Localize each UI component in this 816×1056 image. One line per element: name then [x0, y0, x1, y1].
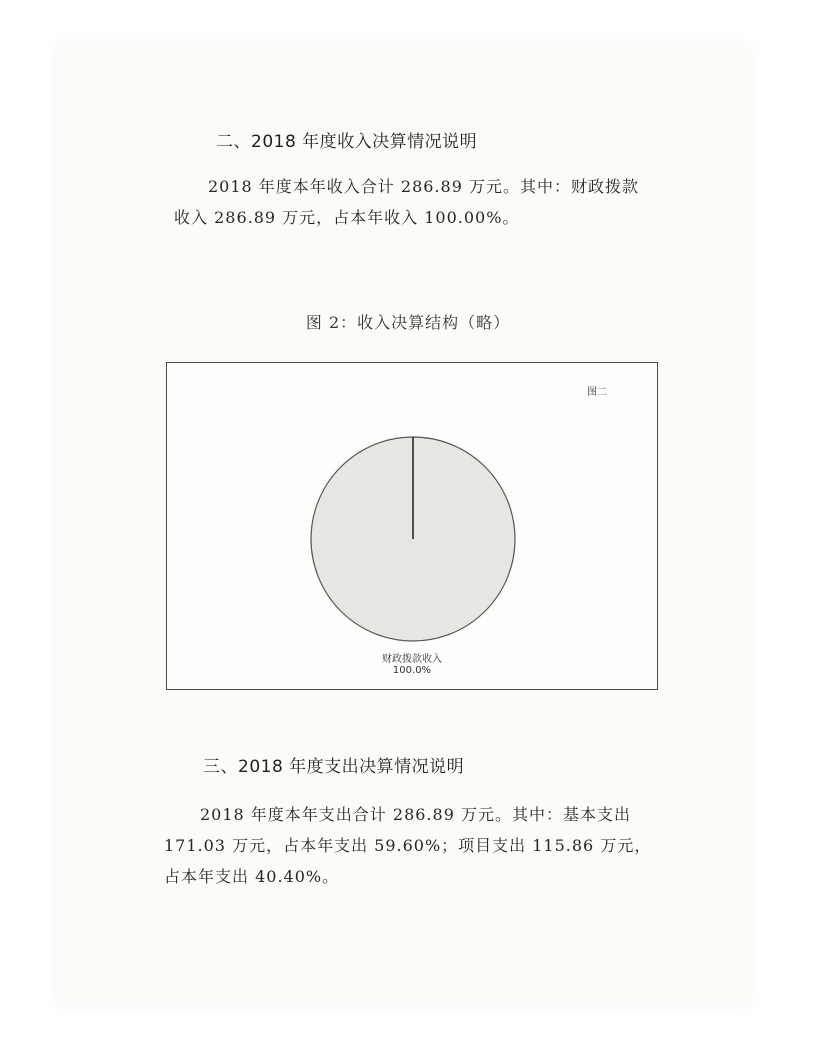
- paragraph-line: 2018 年度本年支出合计 286.89 万元。其中：基本支出: [200, 805, 631, 824]
- section-3-paragraph: [164, 799, 651, 892]
- figure-caption: 图 2：收入决算结构（略）: [305, 313, 511, 332]
- pie-chart-frame: [166, 362, 658, 690]
- chart-title: 图二: [587, 387, 607, 398]
- slice-label-percent: 100.0%: [392, 665, 432, 676]
- pie-chart: [167, 363, 657, 689]
- paragraph-line: 2018 年度本年收入合计 286.89 万元。其中：财政拨款: [208, 177, 639, 196]
- section-3-heading: 三、2018 年度支出决算情况说明: [203, 757, 465, 777]
- slice-label-name: 财政拨款收入: [382, 654, 442, 665]
- paragraph-line: 收入 286.89 万元，占本年收入 100.00%。: [174, 208, 520, 227]
- section-2-paragraph: [174, 171, 639, 233]
- section-2-heading: 二、2018 年度收入决算情况说明: [216, 132, 478, 152]
- paragraph-line: 171.03 万元，占本年支出 59.60%；项目支出 115.86 万元，: [164, 836, 652, 855]
- paragraph-line: 占本年支出 40.40%。: [164, 867, 340, 886]
